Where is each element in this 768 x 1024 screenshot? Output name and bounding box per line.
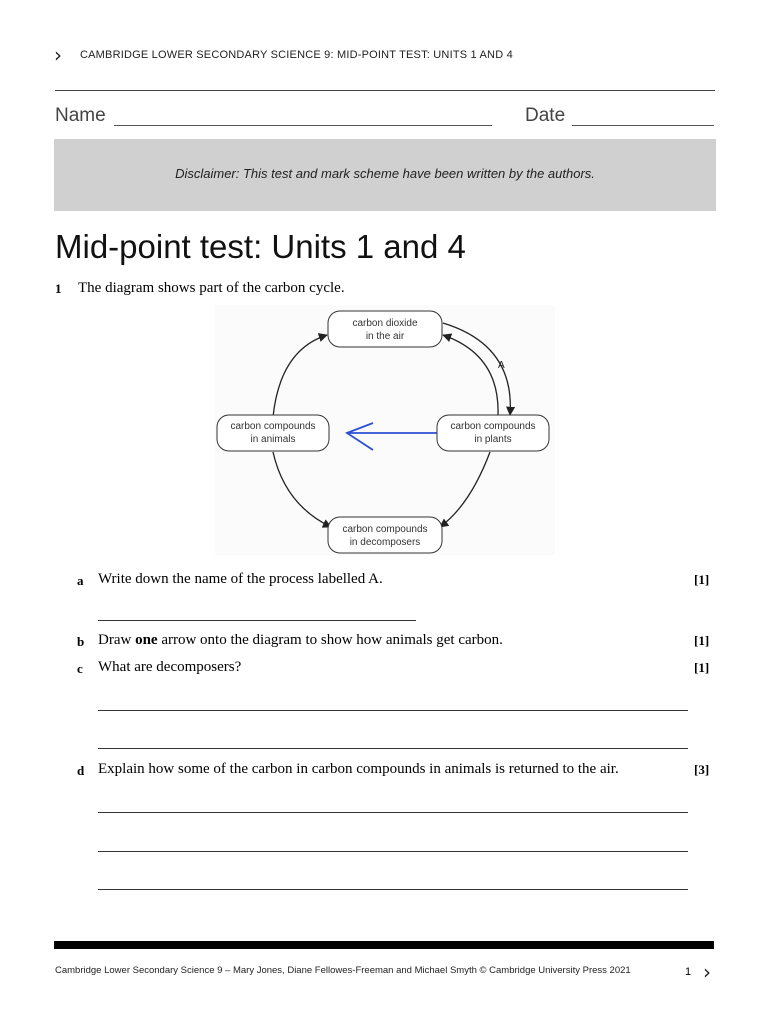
node-decomposers — [328, 517, 442, 553]
node-plants-line2: in plants — [474, 434, 512, 445]
footer-text: Cambridge Lower Secondary Science 9 – Mary Jones, Diane Fellowes-Freeman and Michael Smyth © Cambridge University Press 2021 — [55, 965, 631, 976]
date-field[interactable] — [572, 125, 714, 126]
node-animals-line1: carbon compounds — [230, 421, 316, 432]
node-animals-line2: in animals — [250, 434, 296, 445]
node-decomposers-line1: carbon compounds — [342, 524, 428, 535]
question-text: The diagram shows part of the carbon cycle. — [78, 280, 345, 296]
node-plants — [437, 415, 549, 451]
part-a-letter: a — [77, 573, 84, 588]
part-d-answer-line-1[interactable] — [98, 812, 688, 813]
page-title: Mid-point test: Units 1 and 4 — [55, 228, 466, 265]
node-air-line1: carbon dioxide — [352, 318, 418, 329]
part-b-marks: [1] — [694, 633, 710, 648]
part-c-marks: [1] — [694, 660, 710, 675]
part-d-text: Explain how some of the carbon in carbon compounds in animals is returned to the air. — [98, 761, 619, 777]
part-a-answer-line[interactable] — [98, 620, 416, 621]
node-decomposers-line2: in decomposers — [349, 537, 421, 548]
carbon-cycle-diagram — [215, 305, 555, 555]
disclaimer-box — [54, 139, 716, 211]
header-divider — [55, 90, 715, 91]
node-carbon-dioxide — [328, 311, 442, 347]
part-d-answer-line-2[interactable] — [98, 851, 688, 852]
page-number: 1 — [685, 966, 692, 978]
disclaimer-text: Disclaimer: This test and mark scheme have been written by the authors. — [175, 166, 595, 181]
question-number: 1 — [55, 281, 62, 296]
part-c-letter: c — [77, 661, 83, 676]
node-animals — [217, 415, 329, 451]
label-a: A — [498, 360, 505, 371]
running-header: CAMBRIDGE LOWER SECONDARY SCIENCE 9: MID-POINT TEST: UNITS 1 AND 4 — [80, 49, 513, 61]
part-d-answer-line-3[interactable] — [98, 889, 688, 890]
part-b-letter: b — [77, 634, 85, 649]
chevron-right-icon: › — [54, 43, 62, 67]
part-c-answer-line-1[interactable] — [98, 710, 688, 711]
part-a-marks: [1] — [694, 572, 710, 587]
footer-bar — [54, 941, 714, 949]
node-air-line2: in the air — [365, 331, 405, 342]
part-d-letter: d — [77, 763, 85, 778]
part-b-text: Draw one arrow onto the diagram to show how animals get carbon. — [98, 632, 503, 648]
name-label: Name — [55, 105, 106, 126]
date-label: Date — [525, 105, 566, 126]
part-c-text: What are decomposers? — [98, 659, 242, 675]
part-d-marks: [3] — [694, 762, 710, 777]
part-c-answer-line-2[interactable] — [98, 748, 688, 749]
next-page-chevron-icon[interactable]: › — [703, 960, 711, 984]
name-field[interactable] — [114, 125, 492, 126]
node-plants-line1: carbon compounds — [450, 421, 536, 432]
part-a-text: Write down the name of the process labelled A. — [98, 571, 383, 587]
